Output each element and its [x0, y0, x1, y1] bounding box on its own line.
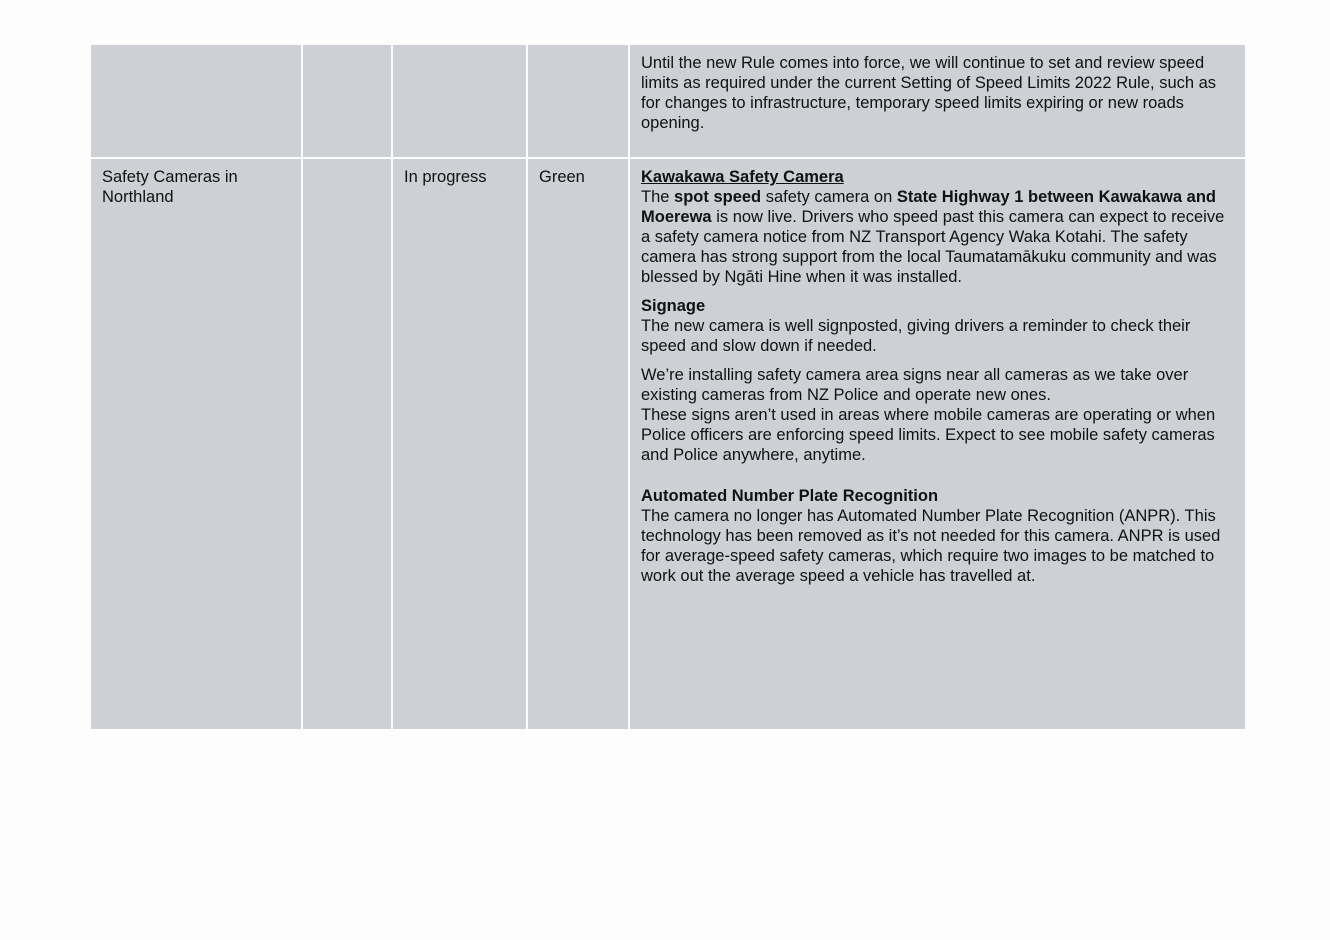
notes-paragraph: Until the new Rule comes into force, we will continue to set and review speed limits as required under the current Setting of Speed Limits 2022 Rule, such as for changes to infrastructure, temporary speed limits expiring or new roads opening.: [641, 54, 1217, 132]
intro-text: is now live. Drivers who speed past this camera can expect to receive a safety camera notice from NZ Transport Agency Waka Kotahi. The safety camera has strong support from the local Taumatamākuku community and was blessed by Ngāti Hine when it was installed.: [641, 208, 1225, 286]
intro-bold-text: spot speed: [674, 188, 762, 206]
signage-paragraph: The new camera is well signposted, giving drivers a reminder to check their speed and slow down if needed.: [641, 317, 1191, 355]
signs-paragraph: These signs aren’t used in areas where mobile cameras are operating or when Police officers are enforcing speed limits. Expect to see mobile safety cameras and Police anywhere, anytime.: [641, 406, 1216, 464]
notes-heading: Kawakawa Safety Camera: [641, 168, 844, 186]
signs-paragraph: We’re installing safety camera area signs near all cameras as we take over existing cameras from NZ Police and operate new ones.: [641, 366, 1189, 404]
notes-cell: [630, 45, 1245, 157]
status-cell: [393, 45, 526, 157]
owner-cell: [303, 45, 391, 157]
status-cell: In progress: [393, 159, 526, 729]
intro-text: safety camera on: [761, 188, 897, 206]
intro-text: The: [641, 188, 675, 206]
owner-cell: [303, 159, 391, 729]
intro-bold-text: State Highway 1 between Kawakawa and Moerewa: [641, 188, 1216, 226]
status-table: [91, 45, 1244, 729]
topic-cell: [91, 45, 301, 157]
anpr-heading: Automated Number Plate Recognition: [641, 487, 939, 505]
topic-cell: Safety Cameras in Northland: [91, 159, 301, 729]
rag-cell: [528, 45, 628, 157]
rag-cell: Green: [528, 159, 628, 729]
anpr-paragraph: The camera no longer has Automated Number Plate Recognition (ANPR). This technology has been removed as it’s not needed for this camera. ANPR is used for average-speed safety cameras, which require two images to be matched to work out the average speed a vehicle has travelled at.: [641, 507, 1221, 585]
signage-heading: Signage: [641, 297, 706, 315]
intro-paragraph: [641, 187, 1237, 287]
notes-cell: [630, 159, 1245, 729]
